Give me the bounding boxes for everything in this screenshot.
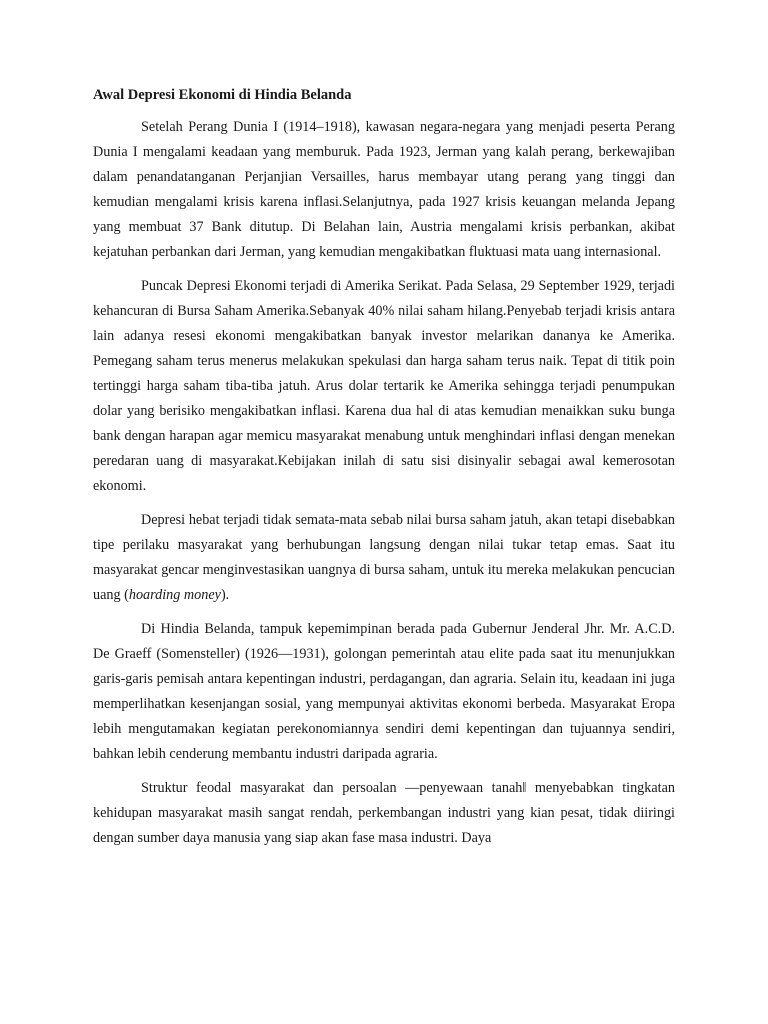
paragraph-4: Di Hindia Belanda, tampuk kepemimpinan berada pada Gubernur Jenderal Jhr. Mr. A.C.D. De Graeff (Somensteller) (1926—1931), golongan pemerintah atau elite pada saat itu menunjukkan garis-garis pemisah antara kepentingan industri, perdagangan, dan agraria. Selain itu, keadaan ini juga memperlihatkan kesenjangan sosial, yang mempunyai aktivitas ekonomi berbeda. Masyarakat Eropa lebih mengutamakan kegiatan perekonomiannya sendiri demi kepentingan dan tujuannya sendiri, bahkan lebih cenderung membantu industri daripada agraria. bbox=[93, 621, 675, 762]
paragraph-3 bbox=[93, 508, 675, 608]
paragraph-5: Struktur feodal masyarakat dan persoalan ―penyewaan tanah‖ menyebabkan tingkatan kehidupan masyarakat masih sangat rendah, perkembangan industri yang kian pesat, tidak diiringi dengan sumber daya manusia yang siap akan fase masa industri. Daya bbox=[93, 780, 675, 846]
document-page bbox=[93, 85, 675, 860]
paragraph-2: Puncak Depresi Ekonomi terjadi di Amerika Serikat. Pada Selasa, 29 September 1929, terjadi kehancuran di Bursa Saham Amerika.Sebanyak 40% nilai saham hilang.Penyebab terjadi krisis antara lain adanya resesi ekonomi mengakibatkan banyak investor melarikan dananya ke Amerika. Pemegang saham terus menerus melakukan spekulasi dan harga saham terus naik. Tepat di titik poin tertinggi harga saham tiba-tiba jatuh. Arus dolar tertarik ke Amerika sehingga terjadi penumpukan dolar yang berisiko mengakibatkan inflasi. Karena dua hal di atas kemudian menaikkan suku bunga bank dengan harapan agar memicu masyarakat menabung untuk menghindari inflasi dengan menekan peredaran uang di masyarakat.Kebijakan inilah di satu sisi disinyalir sebagai awal kemerosotan ekonomi. bbox=[93, 278, 675, 494]
paragraph-3-italic-term: hoarding money bbox=[128, 587, 221, 603]
paragraph-1: Setelah Perang Dunia I (1914–1918), kawasan negara-negara yang menjadi peserta Perang Dunia I mengalami keadaan yang memburuk. Pada 1923, Jerman yang kalah perang, berkewajiban dalam penandatanganan Perjanjian Versailles, harus membayar utang perang yang tinggi dan kemudian mengalami krisis karena inflasi.Selanjutnya, pada 1927 krisis keuangan melanda Jepang yang membuat 37 Bank ditutup. Di Belahan lain, Austria mengalami krisis perbankan, akibat kejatuhan perbankan dari Jerman, yang kemudian mengakibatkan fluktuasi mata uang internasional. bbox=[93, 119, 675, 260]
paragraph-3-closing: ). bbox=[220, 587, 230, 603]
paragraph-3-text: Depresi hebat terjadi tidak semata-mata sebab nilai bursa saham jatuh, akan tetapi disebabkan tipe perilaku masyarakat yang berhubungan langsung dengan nilai tukar tetap emas. Saat itu masyarakat gencar menginvestasikan uangnya di bursa saham, untuk itu mereka melakukan pencucian uang ( bbox=[93, 512, 675, 603]
document-title: Awal Depresi Ekonomi di Hindia Belanda bbox=[93, 87, 352, 103]
